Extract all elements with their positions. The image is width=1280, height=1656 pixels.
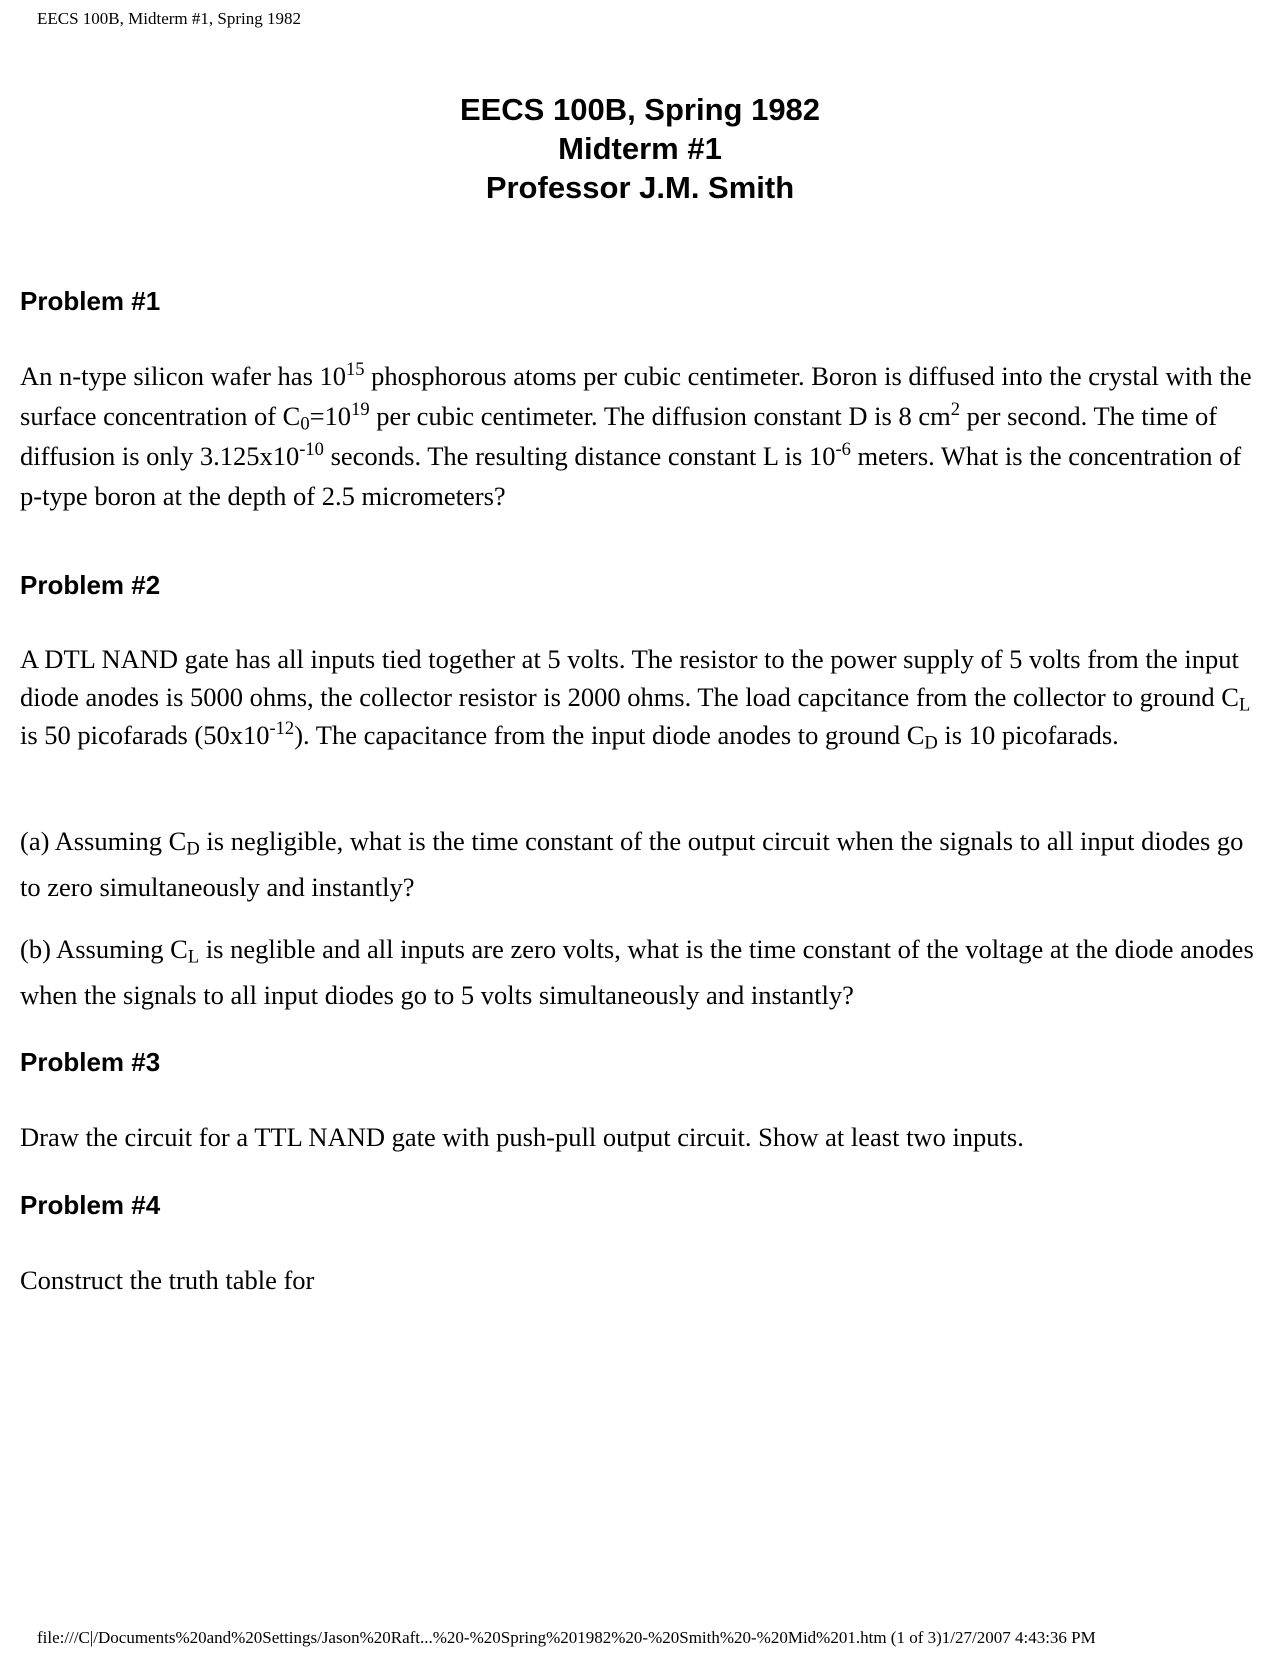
- problem-2-text: A DTL NAND gate has all inputs tied together at 5 volts. The resistor to the power supply of 5 volts from the input diode anodes is 5000 ohms, the collector resistor is 2000 ohms. The load capcitance from the collector to ground $C_L$ is 50 picofarads $(50x10^{-12})$. The capacitance from the input diode anodes to ground $C_D$ is 10 picofarads.: [20, 644, 1251, 754]
- problem-2a-text: (a) Assuming $C_D$ is negligible, what is the time constant of the output circuit when the signals to all input diodes go to zero simultaneously and instantly?: [20, 826, 1244, 902]
- exam-title-block: [0, 90, 1280, 207]
- browser-print-header: EECS 100B, Midterm #1, Spring 1982: [37, 9, 301, 28]
- problem-2b-text: (b) Assuming $C_L$ is neglible and all inputs are zero volts, what is the time constant of the voltage at the diode anodes when the signals to all input diodes go to 5 volts simultaneously and instantly?: [20, 934, 1254, 1010]
- problem-1-text: An n-type silicon wafer has $10^{15}$ phosphorous atoms per cubic centimeter. Boron is diffused into the crystal with the surface concentration of $C_0=10^{19}$ per cubic centimeter. The diffusion constant D is 8 $cm^2$ per second. The time of diffusion is only $3.125x10^{-10}$ seconds. The resulting distance constant L is $10^{-6}$ meters. What is the concentration of p-type boron at the depth of 2.5 micrometers?: [20, 358, 1252, 511]
- problem-3-heading: Problem #3: [20, 1047, 161, 1077]
- browser-print-footer: file:///C|/Documents%20and%20Settings/Jason%20Raft...%20-%20Spring%201982%20-%20Smith%20-%20Mid%201.htm (1 of 3)1/27/2007 4:43:36 PM: [37, 1628, 1096, 1647]
- problem-3-text: Draw the circuit for a TTL NAND gate with push-pull output circuit. Show at least two inputs.: [20, 1122, 1024, 1152]
- exam-subtitle: Midterm #1: [558, 131, 722, 166]
- problem-1-heading: Problem #1: [20, 286, 161, 316]
- problem-4-text: Construct the truth table for: [20, 1265, 315, 1295]
- exam-title: EECS 100B, Spring 1982: [459, 92, 821, 127]
- problem-4-heading: Problem #4: [20, 1190, 161, 1220]
- problem-2-heading: Problem #2: [20, 570, 161, 600]
- exam-professor: Professor J.M. Smith: [485, 170, 795, 205]
